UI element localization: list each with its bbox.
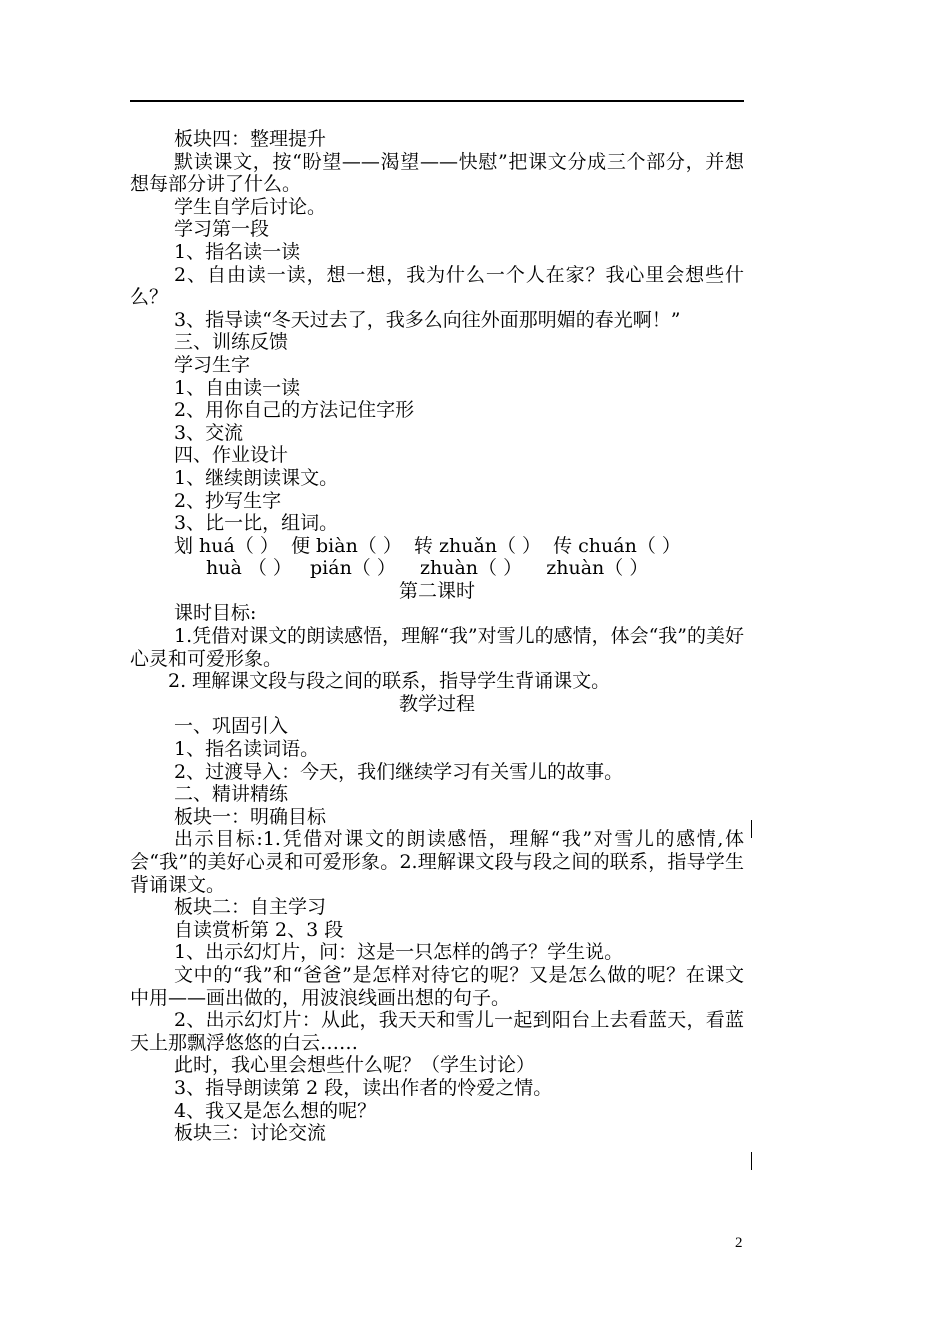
- pinyin-row: huà （ ） pián（ ） zhuàn（ ） zhuàn（ ）: [206, 557, 649, 580]
- margin-mark: [751, 1152, 752, 1170]
- list-item: 2、用你自己的方法记住字形: [174, 399, 415, 422]
- list-item: 2、出示幻灯片：从此，我天天和雪儿一起到阳台上去看蓝天，看蓝天上那飘浮悠悠的白云……: [130, 1009, 744, 1054]
- section-heading: 一、巩固引入: [174, 715, 289, 738]
- list-item: 2、过渡导入：今天，我们继续学习有关雪儿的故事。: [174, 760, 624, 783]
- section-title: 教学过程: [398, 692, 475, 715]
- page-number: 2: [735, 1235, 743, 1251]
- list-item: 3、交流: [174, 421, 244, 444]
- paragraph: 默读课文，按“盼望——渴望——快慰”把课文分成三个部分，并想想每部分讲了什么。: [130, 150, 744, 196]
- section-heading: 板块一：明确目标: [174, 805, 327, 828]
- section-heading: 三、训练反馈: [174, 331, 289, 354]
- lesson-title: 第二课时: [398, 579, 475, 602]
- document-body: [130, 128, 744, 1145]
- paragraph: 出示目标:1.凭借对课文的朗读感悟，理解“我”对雪儿的感情,体会“我”的美好心灵和可爱形象。2.理解课文段与段之间的联系，指导学生背诵课文。: [130, 828, 744, 896]
- paragraph: 学生自学后讨论。: [174, 195, 327, 218]
- section-heading: 板块三：讨论交流: [174, 1122, 327, 1145]
- paragraph: 自读赏析第 2、3 段: [174, 918, 344, 941]
- list-item: 4、我又是怎么想的呢？: [174, 1099, 377, 1122]
- list-item: 1、指名读词语。: [174, 738, 320, 761]
- list-item: 1、自由读一读: [174, 376, 301, 399]
- header-rule: [130, 100, 744, 102]
- list-item: 3、指导朗读第 2 段，读出作者的怜爱之情。: [174, 1076, 553, 1099]
- margin-mark: [751, 820, 752, 838]
- list-item: 1、出示幻灯片，问：这是一只怎样的鸽子？学生说。: [174, 941, 624, 964]
- list-item: 1.凭借对课文的朗读感悟，理解“我”对雪儿的感情，体会“我”的美好心灵和可爱形象。: [130, 625, 744, 670]
- list-item: 2. 理解课文段与段之间的联系，指导学生背诵课文。: [168, 670, 611, 693]
- list-item: 1、继续朗读课文。: [174, 466, 339, 489]
- paragraph: 学习第一段: [174, 218, 270, 241]
- list-item: 2、抄写生字: [174, 489, 282, 512]
- section-heading: 板块二：自主学习: [174, 896, 327, 919]
- paragraph: 学习生字: [174, 353, 251, 376]
- paragraph: 文中的“我”和“爸爸”是怎样对待它的呢？又是怎么做的呢？在课文中用——画出做的，用波浪线画出想的句子。: [130, 963, 744, 1009]
- pinyin-row: 划 huá（ ） 便 biàn（ ） 转 zhuǎn（ ） 传 chuán（ ）: [174, 534, 681, 557]
- paragraph: 此时，我心里会想些什么呢？（学生讨论）: [174, 1054, 536, 1077]
- list-item: 2、自由读一读，想一想，我为什么一个人在家？我心里会想些什么？: [130, 263, 744, 309]
- paragraph: 课时目标:: [174, 602, 257, 625]
- section-heading: 板块四：整理提升: [174, 128, 327, 150]
- section-heading: 二、精讲精练: [174, 783, 289, 806]
- list-item: 1、指名读一读: [174, 240, 301, 263]
- list-item: 3、比一比，组词。: [174, 512, 339, 535]
- section-heading: 四、作业设计: [174, 444, 289, 467]
- list-item: 3、指导读“冬天过去了，我多么向往外面那明媚的春光啊！”: [174, 308, 681, 331]
